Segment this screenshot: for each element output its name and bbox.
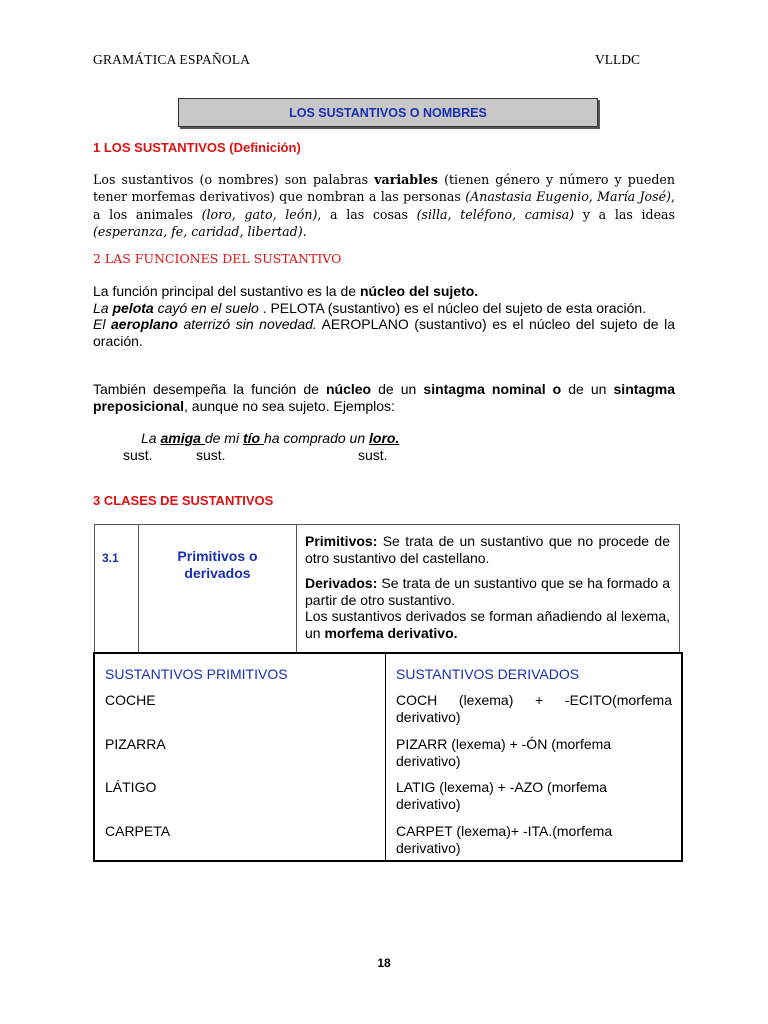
- page-title: LOS SUSTANTIVOS O NOMBRES: [178, 98, 598, 127]
- definition-cell: [297, 525, 679, 653]
- table-row-derivado: LATIG (lexema) + -AZO (morfema derivativo): [396, 779, 607, 812]
- classification-table: [94, 524, 680, 654]
- sust-label-3: sust.: [358, 447, 388, 463]
- section2-paragraph2: También desempeña la función de núcleo de un sintagma nominal o de un sintagma preposicional, aunque no sea sujeto. Ejemplos:: [93, 381, 675, 414]
- table-row-derivado: CARPET (lexema)+ -ITA.(morfema derivativo): [396, 823, 613, 856]
- header-right: VLLDC: [595, 52, 640, 67]
- definitions-text: Primitivos: Se trata de un sustantivo que no procede de otro sustantivo del castellano. Derivados: Se trata de un sustantivo que se ha formado a partir de otro sustantivo. Los sustantivos derivados se forman añadiendo al lexema, un morfema derivativo.: [305, 533, 670, 641]
- sust-label-1: sust.: [123, 447, 153, 463]
- row-number: 3.1: [102, 551, 119, 565]
- section2-heading: 2 LAS FUNCIONES DEL SUSTANTIVO: [93, 251, 342, 266]
- table-row-primitivo: CARPETA: [105, 823, 171, 839]
- header-left: GRAMÁTICA ESPAÑOLA: [93, 52, 251, 67]
- table-row-primitivo: COCHE: [105, 692, 156, 708]
- category-cell: [139, 525, 297, 653]
- section1-paragraph: Los sustantivos (o nombres) son palabras variables (tienen género y número y pueden tener morfemas derivativos) que nombran a las personas (Anastasia Eugenio, María José), a los animales (loro, gato, león), a las cosas (silla, teléfono, camisa) y a las ideas (esperanza, fe, caridad, libertad).: [93, 172, 675, 239]
- table-row-primitivo: LÁTIGO: [105, 779, 157, 795]
- table-row-derivado: COCH (lexema) + -ECITO(morfema derivativo): [396, 692, 672, 725]
- table-row-derivado: PIZARR (lexema) + -ÓN (morfema derivativo): [396, 736, 612, 769]
- header-primitivos: SUSTANTIVOS PRIMITIVOS: [105, 666, 288, 682]
- sust-label-2: sust.: [196, 447, 226, 463]
- section3-heading: 3 CLASES DE SUSTANTIVOS: [93, 493, 274, 508]
- header-derivados: SUSTANTIVOS DERIVADOS: [396, 666, 580, 682]
- table-row-primitivo: PIZARRA: [105, 736, 166, 752]
- page-number: 18: [377, 956, 391, 970]
- section1-heading: 1 LOS SUSTANTIVOS (Definición): [93, 140, 301, 155]
- row-number-cell: [95, 525, 139, 653]
- examples-table: [93, 652, 683, 862]
- example-sentence: La amiga de mi tío ha comprado un loro.: [141, 430, 400, 446]
- section2-paragraph1: La función principal del sustantivo es la de núcleo del sujeto. La pelota cayó en el suelo . PELOTA (sustantivo) es el núcleo del sujeto de esta oración. El aeroplano aterrizó sin novedad. AEROPLANO (sustantivo) es el núcleo del sujeto de la oración.: [93, 283, 675, 349]
- category-label: Primitivos o derivados: [177, 548, 258, 581]
